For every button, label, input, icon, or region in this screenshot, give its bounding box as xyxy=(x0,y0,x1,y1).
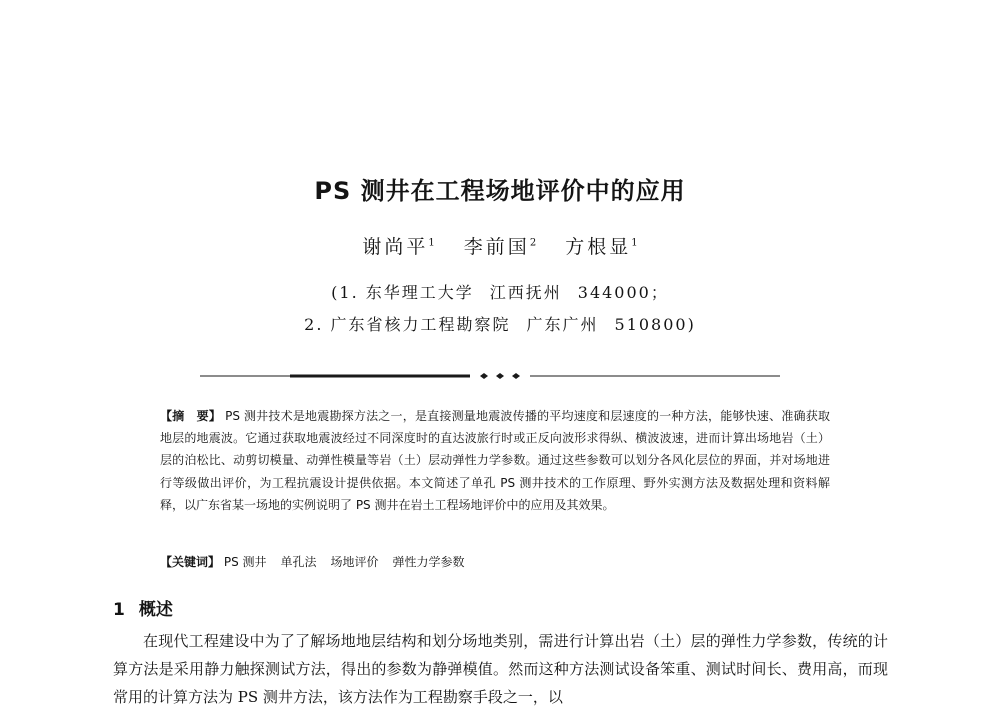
section-heading xyxy=(113,595,173,620)
affiliation-line xyxy=(0,312,1000,335)
affiliation-org: (1. 东华理工大学 xyxy=(331,283,474,302)
author xyxy=(362,236,434,258)
keyword: 单孔法 xyxy=(280,555,317,569)
affiliation-postcode: 510800) xyxy=(614,315,696,334)
keywords-label: 【关键词】 xyxy=(160,555,221,569)
affiliation-mark: 1 xyxy=(428,237,435,249)
affiliation-city: 广东广州 xyxy=(526,315,599,334)
keyword: PS 测井 xyxy=(223,555,267,569)
author-name: 李前国 xyxy=(463,236,530,258)
author xyxy=(464,236,536,258)
abstract xyxy=(160,405,830,516)
affiliation-org: 2. 广东省核力工程勘察院 xyxy=(304,315,511,334)
affiliation-postcode: 344000； xyxy=(577,283,669,302)
keywords xyxy=(160,553,840,570)
section-number: 1 xyxy=(113,600,125,620)
body-paragraph: 在现代工程建设中为了了解场地地层结构和划分场地类别，需进行计算出岩（土）层的弹性力学参数，传统的计算方法是采用静力触探测试方法，得出的参数为静弹模值。然而这种方法测试设备笨重、测试时间长、费用高，而现常用的计算方法为 PS 测井方法，该方法作为工程勘察手段之一，以 xyxy=(113,632,888,706)
affiliation-mark: 2 xyxy=(529,237,537,249)
affiliation-city: 江西抚州 xyxy=(489,283,562,302)
divider-diamond xyxy=(512,373,520,379)
abstract-text: PS 测井技术是地震勘探方法之一，是直接测量地震波传播的平均速度和层速度的一种方法，能够快速、准确获取地层的地震波。它通过获取地震波经过不同深度时的直达波旅行时或正反向波形求得纵、横波波速，进而计算出场地岩（土）层的泊松比、动剪切模量、动弹性模量等岩（土）层动弹性力学参数。通过这些参数可以划分各风化层位的界面，并对场地进行等级做出评价，为工程抗震设计提供依据。本文简述了单孔 PS 测井技术的工作原理、野外实测方法及数据处理和资料解释，以广东省某一场地的实例说明了 PS 测井在岩土工程场地评价中的应用及其效果。 xyxy=(160,409,830,512)
author xyxy=(565,236,637,258)
divider-diamond xyxy=(480,373,488,379)
abstract-label: 【摘 要】 xyxy=(160,409,222,423)
affiliation-mark: 1 xyxy=(631,237,638,249)
divider-diamond xyxy=(496,373,504,379)
ornamental-divider xyxy=(200,373,780,379)
affiliation-line xyxy=(0,280,1000,303)
keyword: 场地评价 xyxy=(330,555,379,569)
author-list xyxy=(0,232,1000,259)
divider-bar xyxy=(290,375,470,378)
section-title: 概述 xyxy=(138,600,173,620)
paper-title: PS 测井在工程场地评价中的应用 xyxy=(314,177,686,205)
author-name: 谢尚平 xyxy=(362,236,429,258)
keyword: 弹性力学参数 xyxy=(392,555,465,569)
author-name: 方根显 xyxy=(565,236,632,258)
